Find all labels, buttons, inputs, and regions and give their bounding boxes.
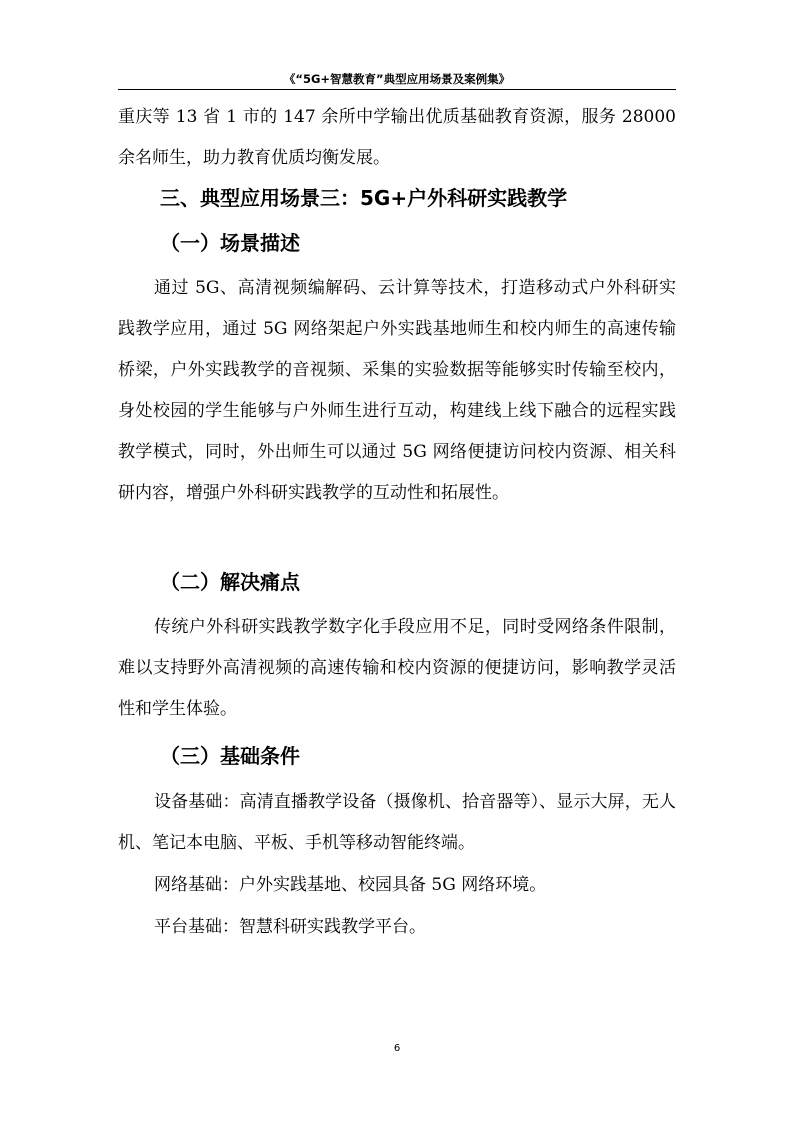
section-heading: 三、典型应用场景三：5G+户外科研实践教学	[160, 186, 568, 210]
platform-paragraph: 平台基础：智慧科研实践教学平台。	[154, 917, 426, 937]
subsection-heading-conditions: （三）基础条件	[160, 744, 300, 768]
subsection-heading-pain-points: （二）解决痛点	[160, 570, 300, 594]
scenario-paragraph: 通过 5G、高清视频编解码、云计算等技术，打造移动式户外科研实践教学应用，通过 5G 网络架起户外实践基地师生和校内师生的高速传输桥梁，户外实践教学的音视频、采集的实验数据等能够实时传输至校内，身处校园的学生能够与户外师生进行互动，构建线上线下融合的远程实践教学模式，同时，外出师生可以通过 5G 网络便捷访问校内资源、相关科研内容，增强户外科研实践教学的互动性和拓展性。	[118, 278, 676, 503]
page-number: 6	[393, 1043, 401, 1054]
pain-points-paragraph: 传统户外科研实践教学数字化手段应用不足，同时受网络条件限制，难以支持野外高清视频的高速传输和校内资源的便捷访问，影响教学灵活性和学生体验。	[118, 617, 676, 719]
network-paragraph: 网络基础：户外实践基地、校园具备 5G 网络环境。	[154, 875, 547, 895]
running-header: 《“5G+智慧教育”典型应用场景及案例集》	[283, 72, 511, 86]
subsection-heading-scenario: （一）场景描述	[160, 231, 300, 255]
equipment-paragraph: 设备基础：高清直播教学设备（摄像机、拾音器等）、显示大屏，无人机、笔记本电脑、平板、手机等移动智能终端。	[118, 792, 676, 853]
intro-paragraph: 重庆等 13 省 1 市的 147 余所中学输出优质基础教育资源，服务 28000 余名师生，助力教育优质均衡发展。	[118, 107, 676, 168]
header-rule	[118, 89, 676, 90]
